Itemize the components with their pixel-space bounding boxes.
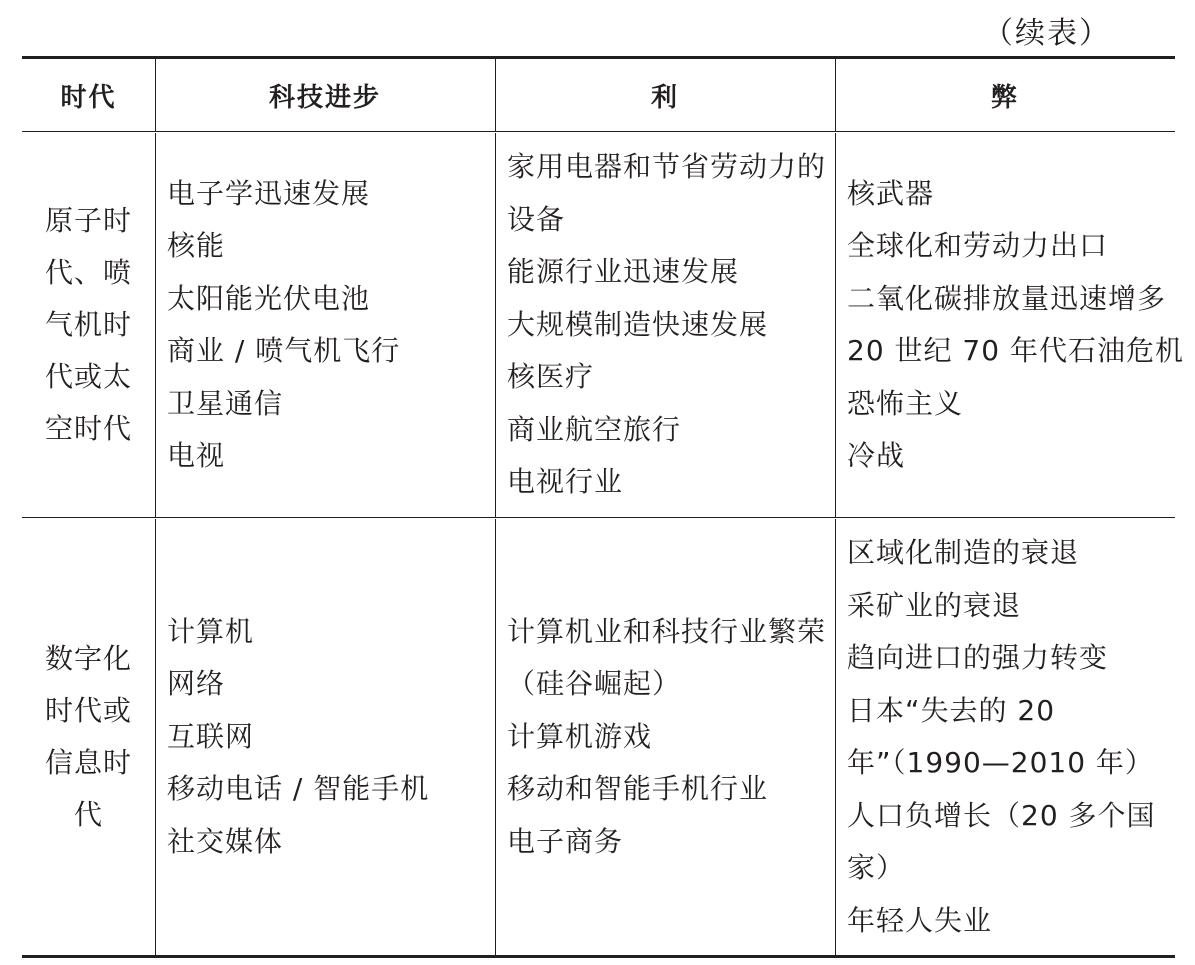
list-item: 电子商务 — [507, 824, 624, 858]
list-item: 计算机游戏 — [507, 719, 653, 753]
column-divider — [155, 519, 156, 955]
list-item: 冷战 — [847, 439, 906, 472]
column-divider — [155, 133, 156, 517]
list-item: 区域化制造的衰退 — [847, 536, 1080, 569]
era-label: 数字化时代或信息时代 — [44, 642, 132, 831]
list-item: 20 世纪 70 年代石油危机 — [847, 334, 1184, 367]
list-item: 人口负增长（20 多个国家） — [847, 798, 1156, 884]
list-item: 商业 / 喷气机飞行 — [167, 334, 401, 367]
list-item: 全球化和劳动力出口 — [847, 229, 1109, 262]
list-item: 采矿业的衰退 — [847, 588, 1022, 622]
column-divider — [495, 133, 496, 517]
tech-list — [155, 519, 495, 955]
cons-list — [835, 519, 1175, 955]
column-divider — [495, 59, 496, 131]
list-item: 年轻人失业 — [847, 903, 993, 937]
list-item: 移动电话 / 智能手机 — [167, 772, 430, 806]
column-divider — [155, 59, 156, 131]
list-item: 社交媒体 — [167, 824, 284, 858]
column-divider — [835, 59, 836, 131]
list-item: 移动和智能手机行业 — [507, 772, 769, 806]
era-technology-table — [22, 56, 1184, 958]
cons-list — [835, 133, 1184, 517]
column-divider — [495, 519, 496, 955]
table-header-row — [22, 59, 1175, 132]
header-era: 时代 — [60, 82, 117, 113]
tech-list — [155, 133, 495, 517]
header-tech-progress: 科技进步 — [268, 82, 381, 113]
list-item: 家用电器和节省劳动力的设备 — [507, 150, 827, 236]
list-item: 大规模制造快速发展 — [507, 307, 769, 341]
list-item: 电子学迅速发展 — [167, 176, 371, 210]
list-item: 趋向进口的强力转变 — [847, 641, 1109, 674]
header-cons: 弊 — [990, 82, 1019, 113]
pros-list — [495, 519, 835, 955]
list-item: 互联网 — [167, 719, 255, 753]
table-row-digital-age — [22, 519, 1175, 955]
list-item: 网络 — [167, 667, 226, 701]
list-item: 核医疗 — [507, 360, 595, 394]
column-divider — [835, 133, 836, 517]
era-label: 原子时代、喷气机时代或太空时代 — [44, 204, 132, 445]
list-item: 计算机 — [167, 614, 255, 648]
column-divider — [835, 519, 836, 955]
list-item: 太阳能光伏电池 — [167, 281, 371, 315]
list-item: 二氧化碳排放量迅速增多 — [847, 281, 1167, 315]
list-item: 恐怖主义 — [847, 386, 964, 420]
list-item: 电视 — [167, 439, 226, 472]
list-item: 卫星通信 — [167, 386, 284, 420]
list-item: 核能 — [167, 229, 226, 262]
list-item: 日本“失去的 20 年”（1990—2010 年） — [847, 693, 1154, 779]
continued-table-label: （续表） — [983, 16, 1111, 51]
list-item: 核武器 — [847, 176, 935, 210]
list-item: 电视行业 — [507, 465, 624, 499]
era-cell — [22, 133, 155, 517]
list-item: 能源行业迅速发展 — [507, 255, 740, 289]
list-item: 商业航空旅行 — [507, 412, 682, 446]
list-item: 计算机业和科技行业繁荣（硅谷崛起） — [507, 614, 827, 701]
header-pros: 利 — [650, 82, 679, 113]
pros-list — [495, 133, 835, 517]
table-row-atomic-age — [22, 133, 1184, 518]
era-cell — [22, 519, 155, 955]
